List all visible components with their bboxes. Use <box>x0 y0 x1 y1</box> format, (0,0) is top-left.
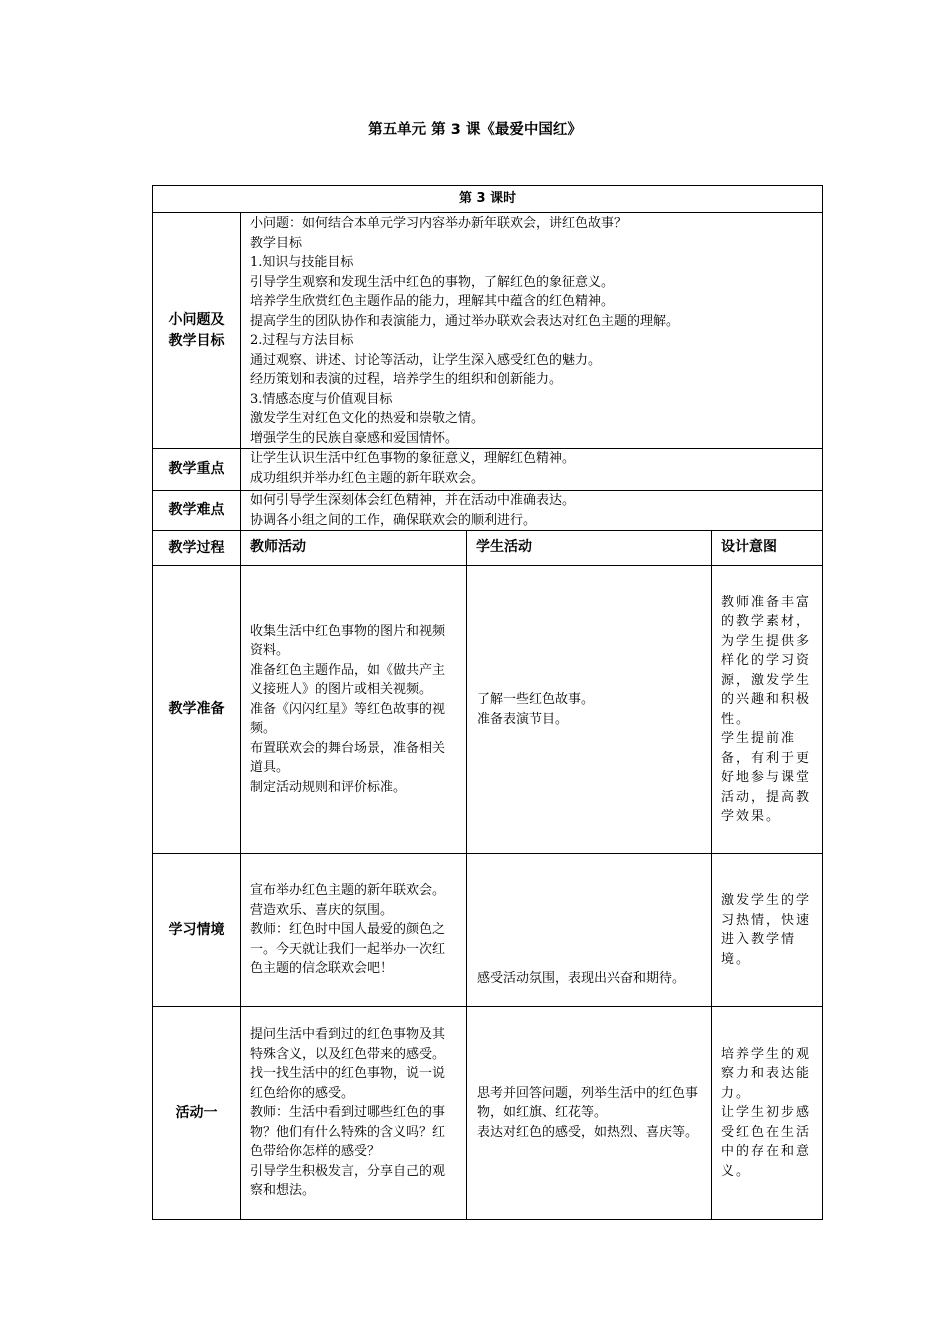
goals-line: 培养学生欣赏红色主题作品的能力，理解其中蕴含的红色精神。 <box>250 294 615 309</box>
intent-line: 学生提前准备，有利于更好地参与课堂活动，提高教学效果。 <box>721 731 812 824</box>
intent-line: 教师准备丰富的教学素材，为学生提供多样化的学习资源，激发学生的兴趣和积极性。 <box>721 594 812 727</box>
situation-student <box>467 854 712 1007</box>
period-label: 第 3 课时 <box>153 186 823 213</box>
teacher-line: 准备红色主题作品，如《做共产主义接班人》的图片或相关视频。 <box>250 662 446 698</box>
student-activity-header: 学生活动 <box>467 531 712 566</box>
goals-line: 1.知识与技能目标 <box>250 255 354 270</box>
situation-teacher <box>241 854 467 1007</box>
process-header-row <box>153 531 823 566</box>
goals-line: 2.过程与方法目标 <box>250 333 354 348</box>
activity-one-teacher <box>241 1007 467 1220</box>
intent-line: 培养学生的观察力和表达能力。 <box>721 1046 812 1101</box>
difficulties-line: 如何引导学生深刻体会红色精神，并在活动中准确表达。 <box>250 493 576 508</box>
difficulties-row <box>153 491 823 531</box>
goals-row <box>153 213 823 449</box>
preparation-intent <box>712 566 823 854</box>
goals-label-line2: 教学目标 <box>168 332 225 349</box>
student-line: 思考并回答问题，列举生活中的红色事物，如红旗、红花等。 <box>477 1085 699 1121</box>
student-line: 表达对红色的感受，如热烈、喜庆等。 <box>477 1124 699 1140</box>
teacher-line: 引导学生积极发言，分享自己的观察和想法。 <box>250 1163 446 1199</box>
activity-one-student <box>467 1007 712 1220</box>
key-points-line: 让学生认识生活中红色事物的象征意义，理解红色精神。 <box>250 451 576 466</box>
teacher-line: 教师：红色时中国人最爱的颜色之一。今天就让我们一起举办一次红色主题的信念联欢会吧！ <box>250 922 446 977</box>
lesson-plan-table <box>152 185 823 1220</box>
difficulties-line: 协调各小组之间的工作，确保联欢会的顺利进行。 <box>250 512 537 528</box>
intent-line: 让学生初步感受红色在生活中的存在和意义。 <box>721 1105 812 1179</box>
goals-line: 通过观察、讲述、讨论等活动，让学生深入感受红色的魅力。 <box>250 352 602 368</box>
teacher-line: 教师：生活中看到过哪些红色的事物？他们有什么特殊的含义吗？红色带给你怎样的感受？ <box>250 1105 446 1160</box>
goals-line: 激发学生对红色文化的热爱和崇敬之情。 <box>250 411 485 426</box>
key-points-line: 成功组织并举办红色主题的新年联欢会。 <box>250 470 485 486</box>
goals-line: 教学目标 <box>250 235 303 251</box>
goals-line: 引导学生观察和发现生活中红色的事物，了解红色的象征意义。 <box>250 274 615 290</box>
situation-intent <box>712 854 823 1007</box>
teacher-line: 营造欢乐、喜庆的氛围。 <box>250 902 394 918</box>
teacher-line: 收集生活中红色事物的图片和视频资料。 <box>250 623 446 659</box>
situation-label: 学习情境 <box>153 854 241 1007</box>
key-points-content <box>241 449 823 491</box>
goals-line: 提高学生的团队协作和表演能力，通过举办联欢会表达对红色主题的理解。 <box>250 313 680 329</box>
goals-line: 增强学生的民族自豪感和爱国情怀。 <box>250 430 459 446</box>
teacher-line: 布置联欢会的舞台场景，准备相关道具。 <box>250 740 446 776</box>
period-row <box>153 186 823 213</box>
teacher-line: 准备《闪闪红星》等红色故事的视频。 <box>250 701 446 737</box>
intent-line: 激发学生的学习热情，快速进入教学情境。 <box>721 893 812 967</box>
difficulties-content <box>241 491 823 531</box>
preparation-teacher <box>241 566 467 854</box>
goals-content <box>241 213 823 449</box>
preparation-label: 教学准备 <box>153 566 241 854</box>
key-points-row <box>153 449 823 491</box>
goals-line: 小问题：如何结合本单元学习内容举办新年联欢会，讲红色故事？ <box>250 216 628 231</box>
design-intent-header: 设计意图 <box>712 531 823 566</box>
preparation-row <box>153 566 823 854</box>
student-line: 准备表演节目。 <box>477 711 569 727</box>
key-points-label: 教学重点 <box>153 449 241 491</box>
page-title: 第五单元 第 3 课《最爱中国红》 <box>368 122 582 138</box>
activity-one-label: 活动一 <box>153 1007 241 1220</box>
teacher-line: 找一找生活中的红色事物，说一说红色给你的感受。 <box>250 1066 446 1101</box>
activity-one-intent <box>712 1007 823 1220</box>
teacher-line: 提问生活中看到过的红色事物及其特殊含义，以及红色带来的感受。 <box>250 1027 446 1062</box>
teacher-line: 制定活动规则和评价标准。 <box>250 779 407 795</box>
difficulties-label: 教学难点 <box>153 491 241 531</box>
process-label: 教学过程 <box>153 531 241 566</box>
student-line: 感受活动氛围，表现出兴奋和期待。 <box>477 970 686 986</box>
goals-line: 3.情感态度与价值观目标 <box>250 391 393 407</box>
teacher-activity-header: 教师活动 <box>241 531 467 566</box>
goals-label <box>153 213 241 449</box>
preparation-student <box>467 566 712 854</box>
student-line: 了解一些红色故事。 <box>477 692 595 707</box>
goals-label-line1: 小问题及 <box>168 311 225 328</box>
activity-one-row <box>153 1007 823 1220</box>
teacher-line: 宣布举办红色主题的新年联欢会。 <box>250 883 446 899</box>
situation-row <box>153 854 823 1007</box>
goals-line: 经历策划和表演的过程，培养学生的组织和创新能力。 <box>250 372 563 387</box>
